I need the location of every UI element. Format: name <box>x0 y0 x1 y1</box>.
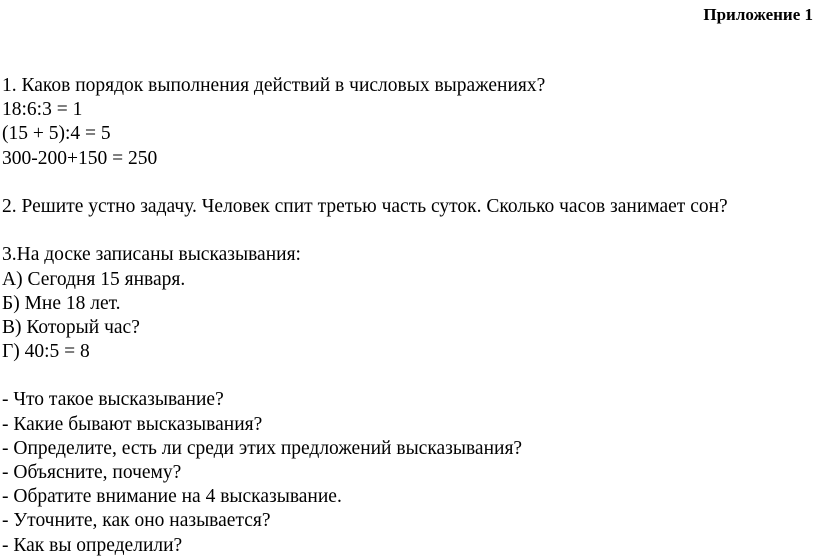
statement-a: А) Сегодня 15 января. <box>2 268 186 290</box>
document-body <box>2 74 812 558</box>
statement-g: Г) 40:5 = 8 <box>2 341 90 363</box>
expression-3: 300-200+150 = 250 <box>2 147 158 169</box>
discussion-question: - Уточните, как оно называется? <box>2 510 271 532</box>
discussion-question: - Определите, есть ли среди этих предложений высказывания? <box>2 437 523 459</box>
discussion-question: - Обратите внимание на 4 высказывание. <box>2 486 342 508</box>
spacer <box>2 364 812 388</box>
discussion-question: - Какие бывают высказывания? <box>2 413 263 435</box>
statement-v: В) Который час? <box>2 316 140 338</box>
expression-2: (15 + 5):4 = 5 <box>2 123 111 145</box>
discussion-question: - Что такое высказывание? <box>2 389 224 411</box>
discussion-question: - Объясните, почему? <box>2 462 182 483</box>
spacer <box>2 219 812 243</box>
statement-b: Б) Мне 18 лет. <box>2 292 121 314</box>
spacer <box>2 171 812 195</box>
question-1-title: 1. Каков порядок выполнения действий в числовых выражениях? <box>2 75 546 96</box>
question-3-title: 3.На доске записаны высказывания: <box>2 244 301 266</box>
discussion-question: - Как вы определили? <box>2 534 183 556</box>
appendix-label: Приложение 1 <box>703 5 813 24</box>
question-2-title: 2. Решите устно задачу. Человек спит третью часть суток. Сколько часов занимает сон? <box>2 195 728 217</box>
expression-1: 18:6:3 = 1 <box>2 99 83 121</box>
